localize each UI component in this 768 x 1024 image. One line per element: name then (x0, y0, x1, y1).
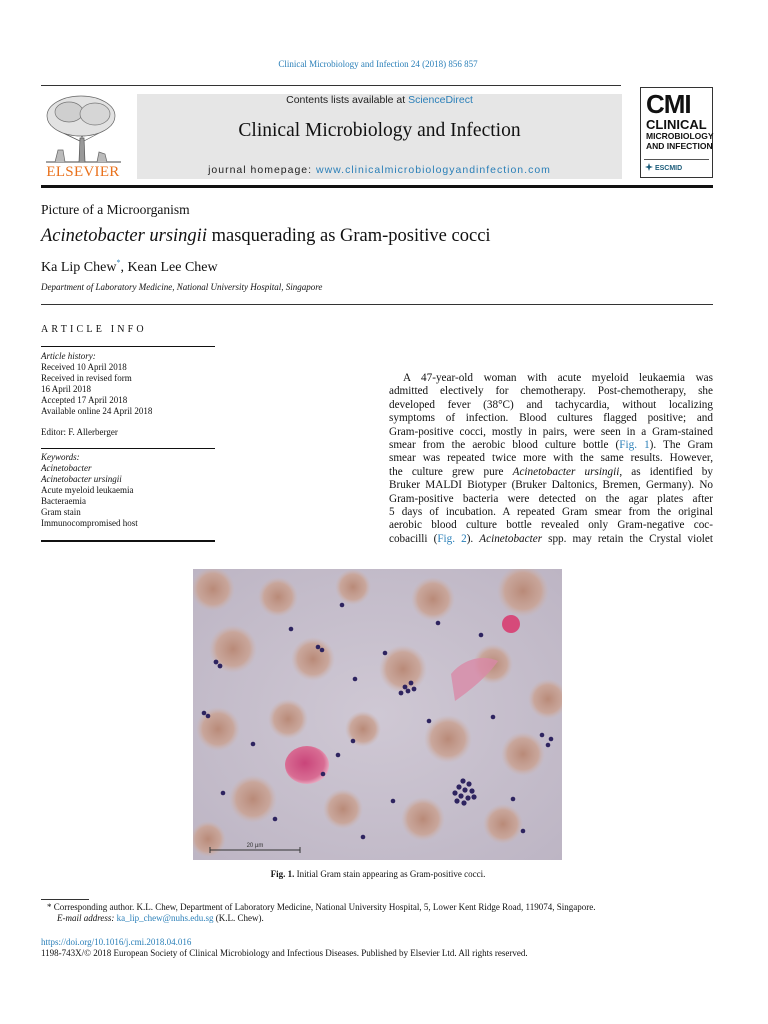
history-item: 16 April 2018 (41, 384, 92, 394)
keyword: Bacteraemia (41, 496, 86, 506)
keywords-label: Keywords: (41, 452, 80, 462)
history-item: Accepted 17 April 2018 (41, 395, 128, 405)
body-line (389, 466, 713, 479)
author-2[interactable]: , Kean Lee Chew (120, 260, 218, 275)
genus-name: Acinetobacter (479, 532, 543, 545)
body-line: admitted electively for chemotherapy. Post-chemotherapy, she (389, 385, 713, 398)
cmi-logo-big: CMI (646, 89, 691, 119)
elsevier-wordmark: ELSEVIER (46, 164, 120, 180)
history-item: Received in revised form (41, 373, 132, 383)
cmi-logo-clinical: CLINICAL (646, 117, 707, 132)
body-line: developed fever (38°C) and tachycardia, without localizing (389, 398, 713, 411)
escmid-label: ESCMID (654, 165, 683, 172)
escmid-icon (645, 163, 653, 171)
body-line: Gram-positive cocci, mostly in pairs, were seen in a Gram-stained (389, 425, 713, 438)
cmi-logo-divider (644, 159, 709, 160)
body-line: Bruker MALDI Biotyper (Bruker Daltonics, Bremen, Germany). No (389, 479, 713, 492)
title-rest: masquerading as Gram-positive cocci (206, 226, 491, 246)
body-text: ). (466, 532, 480, 545)
history-item: Available online 24 April 2018 (41, 406, 153, 416)
footnote-line (47, 902, 595, 913)
body-text: ). The Gram (649, 439, 713, 452)
footnote-rule (41, 899, 89, 900)
fig-1-ref-link[interactable]: Fig. 1 (619, 439, 650, 452)
figure-1-micrograph[interactable] (193, 569, 562, 860)
red-cell (285, 746, 329, 784)
body-line: 5 days of incubation. A repeated Gram smear from the original (389, 506, 713, 519)
body-text: spp. may retain the Crystal violet (542, 532, 713, 545)
header-thick-rule (41, 185, 713, 188)
body-line: Gram-positive bacteria were detected on the agar plates after (389, 492, 713, 505)
body-line: smear was repeated twice more with the same results. However, (389, 452, 713, 465)
cmi-logo-line3: AND INFECTION (646, 140, 713, 151)
contents-prefix: Contents lists available at (286, 94, 409, 106)
history-item: Received 10 April 2018 (41, 362, 127, 372)
red-cell-small (502, 615, 520, 633)
body-line (389, 439, 713, 452)
gram-stain-image (193, 569, 562, 860)
body-line (389, 533, 713, 546)
keyword: Acinetobacter ursingii (41, 474, 122, 484)
footnote-mark: * (47, 902, 52, 912)
homepage-prefix: journal homepage: (208, 164, 316, 176)
article-history (41, 351, 152, 417)
sciencedirect-link[interactable]: ScienceDirect (408, 94, 473, 106)
contents-line (137, 94, 622, 106)
keyword: Gram stain (41, 507, 81, 517)
caption-label: Fig. 1. (270, 869, 295, 879)
info-rule-bottom (41, 540, 215, 542)
elsevier-logo[interactable] (41, 92, 125, 180)
top-rule (41, 85, 621, 86)
body-line: symptoms of infection. Blood cultures flagged positive; and (389, 412, 713, 425)
article-info-heading: ARTICLE INFO (41, 324, 147, 335)
body-line: A 47-year-old woman with acute myeloid leukaemia was (403, 372, 713, 384)
info-rule (41, 448, 215, 449)
fig-2-ref-link[interactable]: Fig. 2 (437, 532, 467, 545)
footnote-text: Corresponding author. K.L. Chew, Department of Laboratory Medicine, National University Hospital, 5, Lower Kent Ridge Road, 119074, Singapore. (51, 902, 596, 912)
keywords (41, 452, 138, 529)
journal-banner (137, 94, 622, 179)
keyword: Acinetobacter (41, 463, 92, 473)
title-species: Acinetobacter ursingii (41, 226, 207, 246)
body-paragraph (389, 372, 713, 546)
caption-text: Initial Gram stain appearing as Gram-positive cocci. (294, 869, 486, 879)
body-line: aerobic blood culture bottle revealed only Gram-negative coc- (389, 519, 713, 532)
article-header-rule (41, 304, 713, 305)
article-title (41, 226, 491, 247)
keyword: Immunocompromised host (41, 518, 138, 528)
species-name: Acinetobacter ursingii (512, 465, 620, 478)
authors (41, 258, 218, 276)
escmid-badge (645, 163, 682, 172)
corresponding-mark[interactable]: * (116, 258, 121, 267)
editor: Editor: F. Allerberger (41, 427, 118, 437)
email-label: E-mail address: (57, 913, 117, 923)
figure-caption (0, 869, 756, 879)
journal-citation[interactable]: Clinical Microbiology and Infection 24 (2018) 856 857 (278, 59, 478, 69)
email-link[interactable]: ka_lip_chew@nuhs.edu.sg (116, 913, 214, 923)
scale-bar-label: 20 µm (246, 843, 264, 849)
email-line (47, 913, 595, 924)
homepage-line (137, 164, 622, 176)
elsevier-tree-icon (41, 92, 125, 164)
history-label: Article history: (41, 351, 96, 361)
email-suffix: (K.L. Chew). (213, 913, 264, 923)
body-text: smear from the aerobic blood culture bottle ( (389, 439, 620, 452)
corresponding-footnote (47, 902, 595, 924)
author-1[interactable]: Ka Lip Chew (41, 260, 117, 275)
article-section: Picture of a Microorganism (41, 202, 190, 217)
body-text: , as identified by (619, 465, 713, 478)
copyright: 1198-743X/© 2018 European Society of Clinical Microbiology and Infectious Diseases. Published by Elsevier Ltd. All rights reserved. (41, 948, 528, 958)
homepage-link[interactable]: www.clinicalmicrobiologyandinfection.com (315, 164, 551, 176)
cmi-logo[interactable] (640, 87, 713, 178)
journal-title: Clinical Microbiology and Infection (238, 120, 521, 141)
affiliation: Department of Laboratory Medicine, National University Hospital, Singapore (41, 282, 323, 292)
body-text: cobacilli ( (389, 532, 438, 545)
info-rule (41, 346, 215, 347)
body-text: the culture grew pure (389, 465, 513, 478)
cmi-logo-subtitle (646, 132, 714, 151)
cmi-logo-line2: MICROBIOLOGY (646, 131, 714, 141)
doi-link[interactable]: https://doi.org/10.1016/j.cmi.2018.04.016 (41, 937, 192, 947)
keyword: Acute myeloid leukaemia (41, 485, 134, 495)
